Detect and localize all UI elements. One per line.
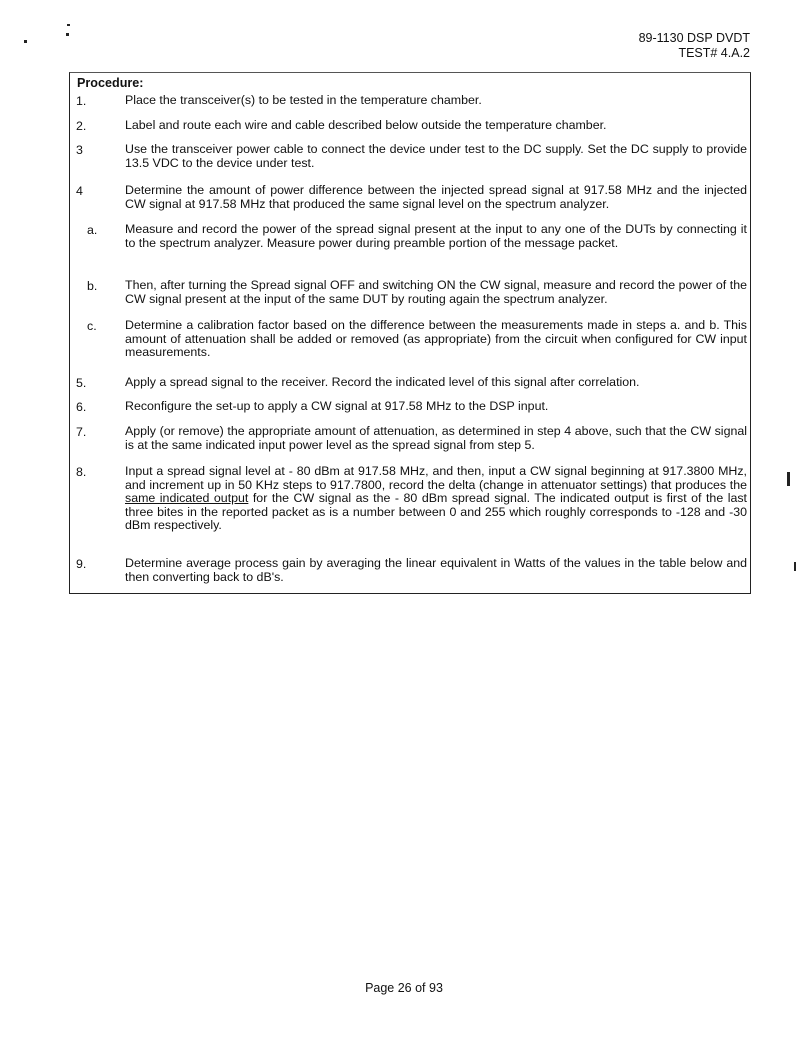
page-number: Page 26 of 93: [365, 981, 443, 995]
step-text-post: for the CW signal as the - 80 dBm spread signal. The indicated output is first of the last three bites in the reported packet as is a number between 0 and 255 which roughly corresponds to -128 and -30 dBm respectively.: [125, 491, 747, 532]
document-header: [639, 31, 750, 61]
step-text: Place the transceiver(s) to be tested in the temperature chamber.: [125, 93, 482, 107]
step-text-underlined: same indicated output: [125, 491, 249, 505]
step-text: Determine average process gain by averaging the linear equivalent in Watts of the values in the table below and then converting back to dB's.: [125, 556, 747, 584]
step-text: Label and route each wire and cable described below outside the temperature chamber.: [125, 118, 607, 132]
step-number: 4: [76, 184, 83, 198]
step-text: Then, after turning the Spread signal OFF and switching ON the CW signal, measure and record the power of the CW signal present at the input of the same DUT by routing again the spectrum analyzer.: [125, 278, 747, 306]
step-number: 6.: [76, 400, 87, 414]
step-number: 3: [76, 143, 83, 157]
step-number: b.: [87, 279, 98, 293]
procedure-box: [69, 72, 751, 594]
scan-speck: [66, 33, 69, 36]
step-text: Measure and record the power of the spread signal present at the input to any one of the DUTs by connecting it to the spectrum analyzer. Measure power during preamble portion of the message packet.: [125, 222, 747, 250]
document-id: 89-1130 DSP DVDT: [638, 31, 750, 45]
step-number: 8.: [76, 465, 87, 479]
step-text: Apply a spread signal to the receiver. Record the indicated level of this signal after correlation.: [125, 375, 640, 389]
step-number: 5.: [76, 376, 87, 390]
scan-speck: [67, 24, 70, 26]
step-number: 2.: [76, 119, 87, 133]
procedure-title: Procedure:: [77, 76, 144, 90]
step-text: [125, 465, 747, 533]
step-text-pre: Input a spread signal level at - 80 dBm at 917.58 MHz, and then, input a CW signal beginning at 917.3800 MHz, and increment up in 50 KHz steps to 917.7800, record the delta (change in attenuator settings) that produces the: [125, 464, 747, 492]
step-number: a.: [87, 223, 98, 237]
step-text: Reconfigure the set-up to apply a CW signal at 917.58 MHz to the DSP input.: [125, 399, 549, 413]
step-number: 9.: [76, 557, 87, 571]
scan-speck: [787, 472, 790, 486]
test-number: TEST# 4.A.2: [678, 46, 750, 60]
scan-speck: [24, 40, 27, 43]
step-number: c.: [87, 319, 97, 333]
step-number: 7.: [76, 425, 87, 439]
step-text: Use the transceiver power cable to connect the device under test to the DC supply. Set the DC supply to provide 13.5 VDC to the device under test.: [125, 142, 747, 170]
step-text: Determine the amount of power difference between the injected spread signal at 917.58 MHz and the injected CW signal at 917.58 MHz that produced the same signal level on the spectrum analyzer.: [125, 183, 747, 211]
scan-speck: [794, 562, 796, 571]
step-text: Apply (or remove) the appropriate amount of attenuation, as determined in step 4 above, such that the CW signal is at the same indicated input power level as the spread signal from step 5.: [125, 424, 747, 452]
step-number: 1.: [76, 94, 87, 108]
step-text: Determine a calibration factor based on the difference between the measurements made in steps a. and b. This amount of attenuation shall be added or removed (as appropriate) from the circuit when configured for CW input measurements.: [125, 318, 747, 359]
